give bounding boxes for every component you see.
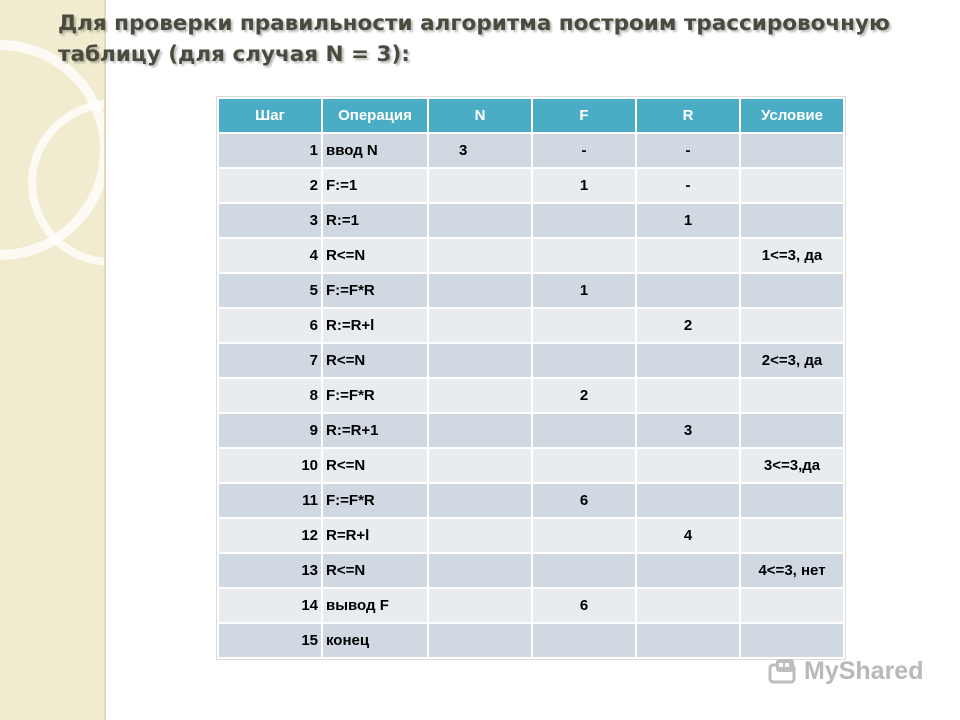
cell-step: 14 (219, 589, 321, 622)
cell-r: 3 (637, 414, 739, 447)
cell-condition: 2<=3, да (741, 344, 843, 377)
myshared-watermark (768, 656, 923, 686)
cell-operation: конец (323, 624, 427, 657)
cell-operation: R:=R+1 (323, 414, 427, 447)
header-condition: Условие (741, 99, 843, 132)
cell-n (429, 519, 531, 552)
cell-step: 6 (219, 309, 321, 342)
cell-step: 10 (219, 449, 321, 482)
table-row (219, 589, 843, 622)
table-row (219, 414, 843, 447)
table-row (219, 169, 843, 202)
header-operation: Операция (323, 99, 427, 132)
cell-operation: ввод N (323, 134, 427, 167)
table-row (219, 554, 843, 587)
table-row (219, 624, 843, 657)
cell-f (533, 414, 635, 447)
table-header-row (219, 99, 843, 132)
cell-operation: F:=F*R (323, 379, 427, 412)
table-row (219, 344, 843, 377)
cell-f (533, 239, 635, 272)
cell-condition (741, 204, 843, 237)
table-row (219, 309, 843, 342)
cell-f (533, 624, 635, 657)
table-body (219, 134, 843, 657)
cell-r: - (637, 169, 739, 202)
cell-r (637, 589, 739, 622)
cell-step: 1 (219, 134, 321, 167)
cell-step: 5 (219, 274, 321, 307)
cell-n (429, 554, 531, 587)
slide-title-line-2: таблицу (для случая N = 3): (58, 42, 410, 67)
cell-step: 8 (219, 379, 321, 412)
cell-f (533, 519, 635, 552)
table-row (219, 274, 843, 307)
cell-r (637, 554, 739, 587)
cell-n (429, 169, 531, 202)
cell-r (637, 484, 739, 517)
cell-r: 2 (637, 309, 739, 342)
cell-n (429, 379, 531, 412)
cell-n (429, 414, 531, 447)
cell-f (533, 204, 635, 237)
cell-operation: R<=N (323, 449, 427, 482)
cell-f: 6 (533, 484, 635, 517)
cell-r (637, 344, 739, 377)
cell-f (533, 309, 635, 342)
cell-condition: 4<=3, нет (741, 554, 843, 587)
cell-operation: F:=1 (323, 169, 427, 202)
cell-step: 9 (219, 414, 321, 447)
cell-operation: R<=N (323, 344, 427, 377)
cell-n (429, 344, 531, 377)
cell-f: - (533, 134, 635, 167)
table-row (219, 134, 843, 167)
cell-condition (741, 309, 843, 342)
cell-condition (741, 169, 843, 202)
cell-r (637, 274, 739, 307)
slide-title (58, 8, 918, 70)
cell-n (429, 239, 531, 272)
cell-n: 3 (429, 134, 531, 167)
table-row (219, 239, 843, 272)
cell-step: 4 (219, 239, 321, 272)
cell-operation: вывод F (323, 589, 427, 622)
cell-condition (741, 624, 843, 657)
cell-f: 1 (533, 274, 635, 307)
cell-step: 2 (219, 169, 321, 202)
cell-operation: R=R+l (323, 519, 427, 552)
cell-step: 7 (219, 344, 321, 377)
watermark-text: MyShared (804, 656, 924, 685)
cell-step: 15 (219, 624, 321, 657)
table-row (219, 449, 843, 482)
cell-operation: F:=F*R (323, 484, 427, 517)
cell-step: 11 (219, 484, 321, 517)
cell-r: 1 (637, 204, 739, 237)
cell-r (637, 379, 739, 412)
cell-step: 13 (219, 554, 321, 587)
cell-condition: 3<=3,да (741, 449, 843, 482)
cell-condition (741, 274, 843, 307)
cell-step: 12 (219, 519, 321, 552)
cell-condition (741, 134, 843, 167)
cell-r: 4 (637, 519, 739, 552)
cell-operation: R<=N (323, 554, 427, 587)
cell-n (429, 204, 531, 237)
table-row (219, 204, 843, 237)
cell-r: - (637, 134, 739, 167)
cell-f: 6 (533, 589, 635, 622)
decorative-side-strip (0, 0, 106, 720)
header-step: Шаг (219, 99, 321, 132)
cell-f (533, 449, 635, 482)
myshared-logo-icon (768, 656, 798, 686)
cell-f (533, 344, 635, 377)
slide-title-line-1: Для проверки правильности алгоритма построим трассировочную (58, 11, 890, 36)
cell-f: 2 (533, 379, 635, 412)
cell-n (429, 274, 531, 307)
header-n: N (429, 99, 531, 132)
cell-r (637, 449, 739, 482)
cell-n (429, 484, 531, 517)
cell-operation: R<=N (323, 239, 427, 272)
cell-n (429, 449, 531, 482)
cell-operation: R:=R+l (323, 309, 427, 342)
cell-f: 1 (533, 169, 635, 202)
cell-condition: 1<=3, да (741, 239, 843, 272)
cell-condition (741, 519, 843, 552)
cell-condition (741, 484, 843, 517)
cell-n (429, 589, 531, 622)
trace-table (217, 97, 845, 659)
cell-r (637, 624, 739, 657)
table-row (219, 379, 843, 412)
cell-condition (741, 379, 843, 412)
cell-operation: F:=F*R (323, 274, 427, 307)
cell-step: 3 (219, 204, 321, 237)
header-f: F (533, 99, 635, 132)
table-row (219, 519, 843, 552)
table-row (219, 484, 843, 517)
cell-operation: R:=1 (323, 204, 427, 237)
cell-r (637, 239, 739, 272)
cell-n (429, 309, 531, 342)
cell-condition (741, 414, 843, 447)
cell-n (429, 624, 531, 657)
cell-condition (741, 589, 843, 622)
header-r: R (637, 99, 739, 132)
cell-f (533, 554, 635, 587)
